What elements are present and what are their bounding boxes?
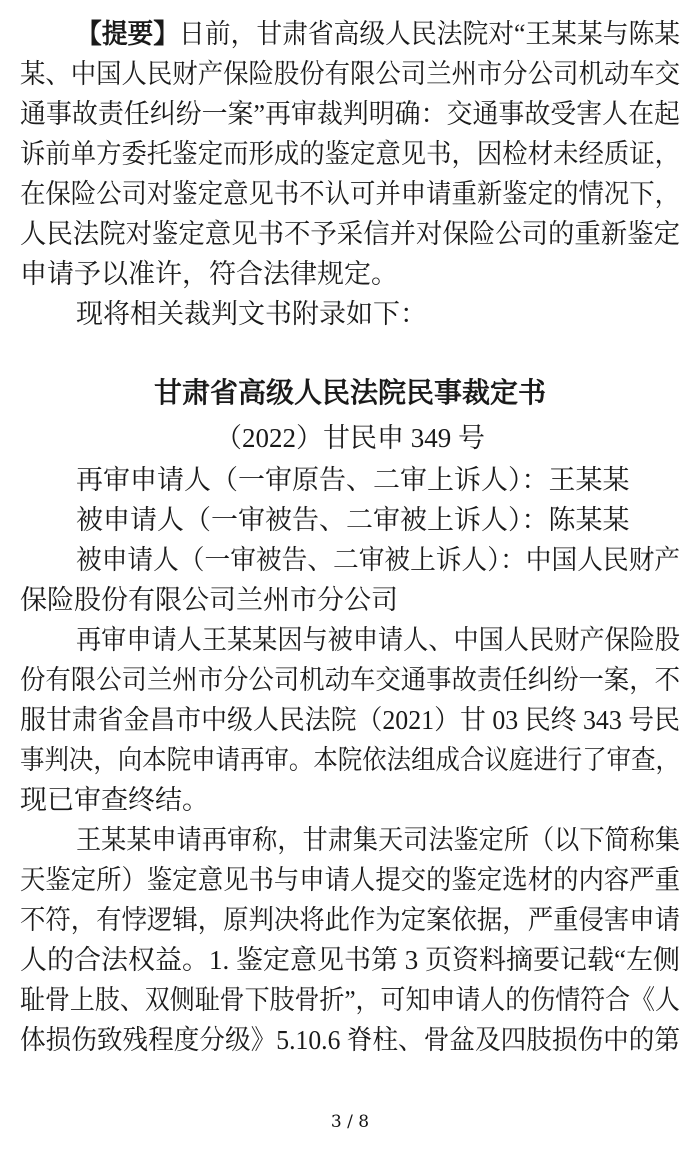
summary-label: 【提要】	[76, 19, 180, 49]
line-text: 现已审查终结。	[20, 785, 209, 815]
line-text: 再审申请人（一审原告、二审上诉人）：王某某	[76, 465, 630, 495]
document-body	[20, 14, 680, 1060]
line-text: 现将相关裁判文书附录如下：	[76, 299, 427, 329]
text-line	[20, 94, 680, 134]
text-line	[20, 580, 680, 620]
party-line	[20, 460, 680, 500]
text-line	[20, 980, 680, 1020]
text-line	[20, 1020, 680, 1060]
line-text: 诉前单方委托鉴定而形成的鉴定意见书，因检材未经质证，	[20, 139, 680, 169]
text-line	[20, 620, 680, 660]
case-number	[20, 416, 680, 460]
line-text: 某、中国人民财产保险股份有限公司兰州市分公司机动车交	[20, 59, 680, 89]
text-line	[20, 940, 680, 980]
line-text: 体损伤致残程度分级》5.10.6 脊柱、骨盆及四肢损伤中的第	[20, 1025, 680, 1055]
text-line	[20, 700, 680, 740]
text-line	[20, 820, 680, 860]
line-text: 在保险公司对鉴定意见书不认可并申请重新鉴定的情况下，	[20, 179, 680, 209]
line-text: 被申请人（一审被告、二审被上诉人）：中国人民财产	[76, 545, 680, 575]
text-line	[20, 780, 680, 820]
line-text: 份有限公司兰州市分公司机动车交通事故责任纠纷一案，不	[20, 665, 680, 695]
line-text: 人民法院对鉴定意见书不予采信并对保险公司的重新鉴定	[20, 219, 680, 249]
document-title	[20, 372, 680, 416]
party-line	[20, 540, 680, 580]
line-text: 耻骨上肢、双侧耻骨下肢骨折”，可知申请人的伤情符合《人	[20, 985, 680, 1015]
page-number: 3 / 8	[330, 1112, 370, 1132]
line-text: （2022）甘民申 349 号	[215, 423, 485, 453]
text-line	[20, 54, 680, 94]
line-text: 被申请人（一审被告、二审被上诉人）：陈某某	[76, 505, 630, 535]
line-text: 【提要】日前，甘肃省高级人民法院对“王某某与陈某	[76, 19, 680, 49]
line-text: 服甘肃省金昌市中级人民法院（2021）甘 03 民终 343 号民	[20, 705, 680, 735]
line-text: 保险股份有限公司兰州市分公司	[20, 585, 398, 615]
line-text: 申请予以准许，符合法律规定。	[20, 259, 398, 289]
spacer-line	[20, 334, 680, 372]
line-text: 天鉴定所）鉴定意见书与申请人提交的鉴定选材的内容严重	[20, 865, 680, 895]
line-text: 不符，有悖逻辑，原判决将此作为定案依据，严重侵害申请	[20, 905, 680, 935]
line-text: 再审申请人王某某因与被申请人、中国人民财产保险股	[76, 625, 680, 655]
text-line	[20, 214, 680, 254]
text-line	[20, 134, 680, 174]
text-line	[20, 660, 680, 700]
text-line	[20, 294, 680, 334]
text-line	[20, 254, 680, 294]
text-line	[20, 900, 680, 940]
party-line	[20, 500, 680, 540]
line-text: 事判决，向本院申请再审。本院依法组成合议庭进行了审查，	[20, 745, 680, 775]
line-text: 通事故责任纠纷一案”再审裁判明确：交通事故受害人在起	[20, 99, 680, 129]
summary-line	[20, 14, 680, 54]
text-line	[20, 174, 680, 214]
line-text: 王某某申请再审称，甘肃集天司法鉴定所（以下简称集	[76, 825, 680, 855]
line-text: 人的合法权益。1. 鉴定意见书第 3 页资料摘要记载“左侧	[20, 945, 680, 975]
line-text: 甘肃省高级人民法院民事裁定书	[153, 378, 546, 409]
text-line	[20, 740, 680, 780]
text-line	[20, 860, 680, 900]
